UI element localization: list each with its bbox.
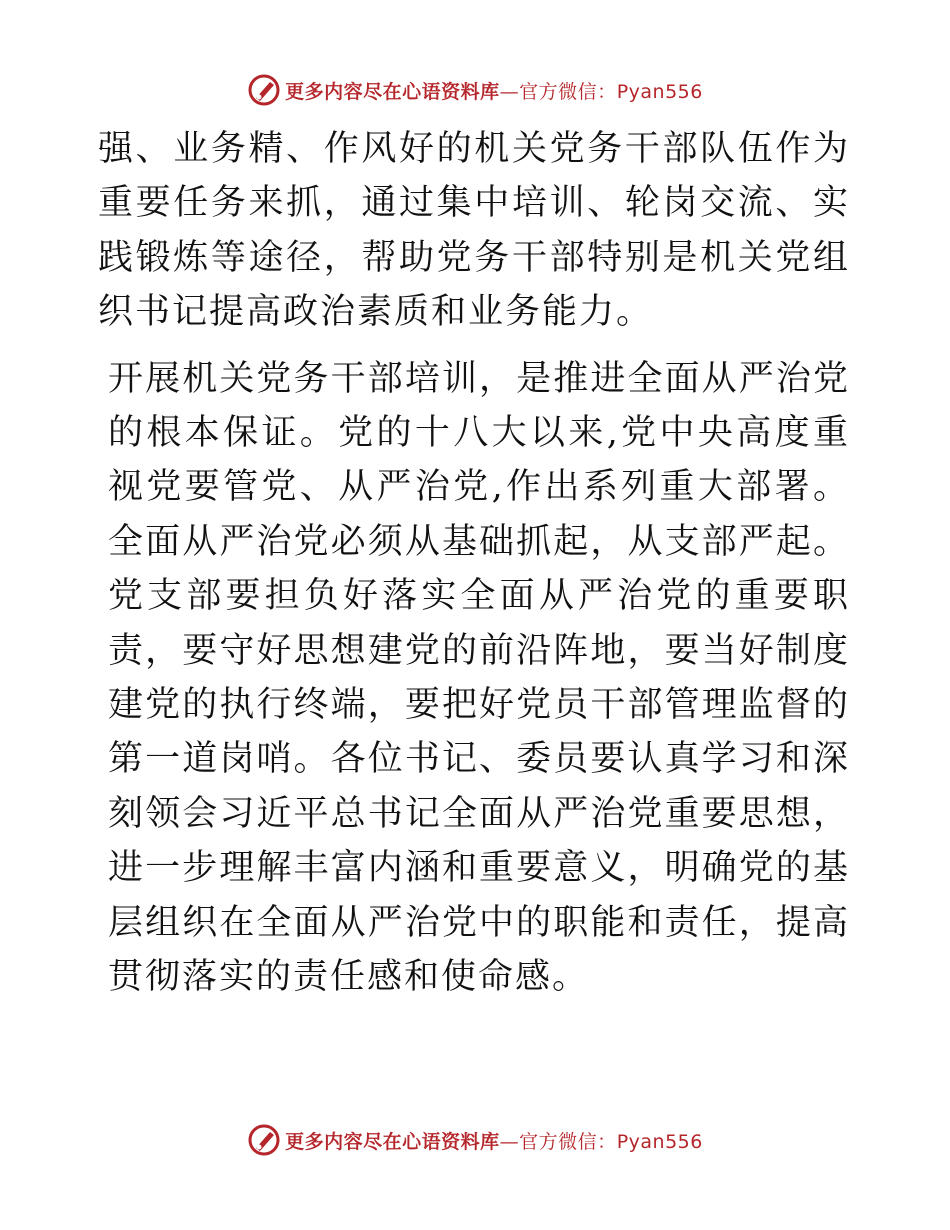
- separator: —: [499, 80, 520, 103]
- header-banner: [0, 70, 950, 110]
- promo-text: 更多内容尽在心语资料库: [285, 80, 500, 103]
- paragraph-2: 开展机关党务干部培训，是推进全面从严治党的根本保证。党的十八大以来,党中央高度重视党要管党、从严治党,作出系列重大部署。全面从严治党必须从基础抓起，从支部严起。党支部要担负好落实全面从严治党的重要职责，要守好思想建党的前沿阵地，要当好制度建党的执行终端，要把好党员干部管理监督的第一道岗哨。各位书记、委员要认真学习和深刻领会习近平总书记全面从严治党重要思想，进一步理解丰富内涵和重要意义，明确党的基层组织在全面从严治党中的职能和责任，提高贯彻落实的责任感和使命感。: [108, 358, 850, 998]
- header-banner-text: [285, 77, 703, 104]
- paragraph-1: 强、业务精、作风好的机关党务干部队伍作为重要任务来抓，通过集中培训、轮岗交流、实践锻炼等途径，帮助党务干部特别是机关党组织书记提高政治素质和业务能力。: [98, 129, 850, 333]
- pen-logo-icon: [247, 73, 281, 107]
- separator: —: [499, 1130, 520, 1153]
- footer-banner: [0, 1120, 950, 1160]
- footer-banner-text: [285, 1127, 703, 1154]
- wechat-account: Pyan556: [616, 1130, 703, 1153]
- wechat-account: Pyan556: [616, 80, 703, 103]
- pen-logo-icon: [247, 1123, 281, 1157]
- contact-label: 官方微信：: [519, 80, 617, 103]
- promo-text: 更多内容尽在心语资料库: [285, 1130, 500, 1153]
- contact-label: 官方微信：: [519, 1130, 617, 1153]
- document-body: [98, 122, 850, 1005]
